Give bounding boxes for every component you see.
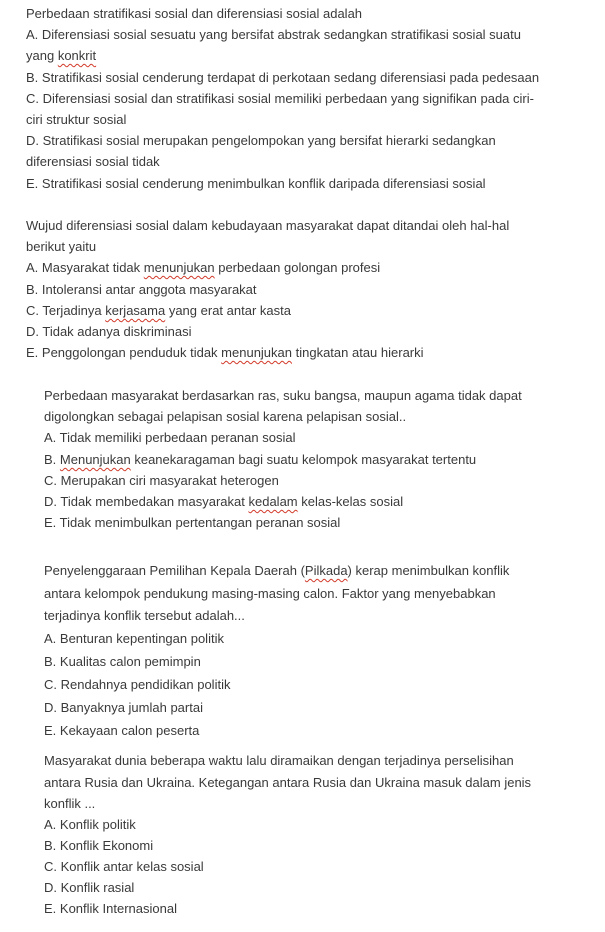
q5-option-c: C. Konflik antar kelas sosial: [44, 859, 204, 874]
q5-option-b: B. Konflik Ekonomi: [44, 838, 154, 853]
q2-option-b: B. Intoleransi antar anggota masyarakat: [26, 282, 257, 297]
q2-option-c: [26, 303, 291, 319]
q4-option-e: E. Kekayaan calon peserta: [44, 723, 200, 738]
q2-option-e: [26, 345, 424, 361]
spell-marked-word: kedalam: [248, 494, 298, 509]
q4-option-d: D. Banyaknya jumlah partai: [44, 700, 203, 715]
q3-option-a: A. Tidak memiliki perbedaan peranan sosial: [44, 430, 296, 445]
q1-option-c-line2: ciri struktur sosial: [26, 112, 127, 127]
q3-option-e: E. Tidak menimbulkan pertentangan peranan sosial: [44, 515, 341, 530]
q2-option-c-text-end: yang erat antar kasta: [165, 303, 291, 318]
q2-option-a: [26, 260, 380, 276]
q4-option-b: B. Kualitas calon pemimpin: [44, 654, 201, 669]
q4-question-line3: terjadinya konflik tersebut adalah...: [44, 608, 245, 623]
q3-option-b-text-end: keanekaragaman bagi suatu kelompok masyarakat tertentu: [130, 452, 477, 467]
q1-option-a-text: yang: [26, 48, 58, 63]
q3-option-b: [44, 452, 476, 468]
q2-question-line1: Wujud diferensiasi sosial dalam kebudayaan masyarakat dapat ditandai oleh hal-hal: [26, 218, 510, 233]
q5-option-d: D. Konflik rasial: [44, 880, 135, 895]
q2-option-c-text: C. Terjadinya: [26, 303, 106, 318]
spell-marked-word: Menunjukan: [59, 452, 131, 467]
q4-question-text-end: ) kerap menimbulkan konflik: [347, 563, 510, 578]
spell-marked-word: konkrit: [57, 48, 97, 63]
q3-option-d: [44, 494, 403, 510]
q3-option-b-text: B.: [44, 452, 60, 467]
q2-option-e-text: E. Penggolongan penduduk tidak: [26, 345, 222, 360]
q2-option-a-text-end: perbedaan golongan profesi: [214, 260, 381, 275]
spell-marked-word: menunjukan: [143, 260, 215, 275]
q3-option-c: C. Merupakan ciri masyarakat heterogen: [44, 473, 279, 488]
q5-option-a: A. Konflik politik: [44, 817, 136, 832]
q1-option-e: E. Stratifikasi sosial cenderung menimbulkan konflik daripada diferensiasi sosial: [26, 176, 486, 191]
q4-question-line1: [44, 563, 509, 579]
q4-question-text: Penyelenggaraan Pemilihan Kepala Daerah (: [44, 563, 305, 578]
q1-option-b: B. Stratifikasi sosial cenderung terdapat di perkotaan sedang diferensiasi pada pedesaan: [26, 70, 540, 85]
spell-marked-word: kerjasama: [105, 303, 166, 318]
q5-question-line3: konflik ...: [44, 796, 96, 811]
q1-option-a-line1: A. Diferensiasi sosial sesuatu yang bersifat abstrak sedangkan stratifikasi sosial suatu: [26, 27, 521, 42]
q2-question-line2: berikut yaitu: [26, 239, 97, 254]
q3-option-d-text: D. Tidak membedakan masyarakat: [44, 494, 249, 509]
q1-question: Perbedaan stratifikasi sosial dan diferensiasi sosial adalah: [26, 6, 363, 21]
q2-option-e-text-end: tingkatan atau hierarki: [292, 345, 424, 360]
spell-marked-word: menunjukan: [221, 345, 292, 360]
q1-option-d-line2: diferensiasi sosial tidak: [26, 154, 160, 169]
q3-question-line1: Perbedaan masyarakat berdasarkan ras, suku bangsa, maupun agama tidak dapat: [44, 388, 522, 403]
q2-option-d: D. Tidak adanya diskriminasi: [26, 324, 192, 339]
q5-question-line1: Masyarakat dunia beberapa waktu lalu diramaikan dengan terjadinya perselisihan: [44, 753, 514, 768]
q5-option-e: E. Konflik Internasional: [44, 901, 177, 916]
q5-question-line2: antara Rusia dan Ukraina. Ketegangan antara Rusia dan Ukraina masuk dalam jenis: [44, 775, 532, 790]
q4-option-a: A. Benturan kepentingan politik: [44, 631, 224, 646]
q3-question-line2: digolongkan sebagai pelapisan sosial karena pelapisan sosial..: [44, 409, 407, 424]
spell-marked-word: Pilkada: [304, 563, 348, 578]
q1-option-d-line1: D. Stratifikasi sosial merupakan pengelompokan yang bersifat hierarki sedangkan: [26, 133, 496, 148]
q2-option-a-text: A. Masyarakat tidak: [26, 260, 144, 275]
q4-option-c: C. Rendahnya pendidikan politik: [44, 677, 231, 692]
q1-option-c-line1: C. Diferensiasi sosial dan stratifikasi sosial memiliki perbedaan yang signifikan pada ciri-: [26, 91, 534, 106]
q3-option-d-text-end: kelas-kelas sosial: [297, 494, 404, 509]
q1-option-a-line2: [26, 48, 96, 64]
q4-question-line2: antara kelompok pendukung masing-masing calon. Faktor yang menyebabkan: [44, 586, 496, 601]
